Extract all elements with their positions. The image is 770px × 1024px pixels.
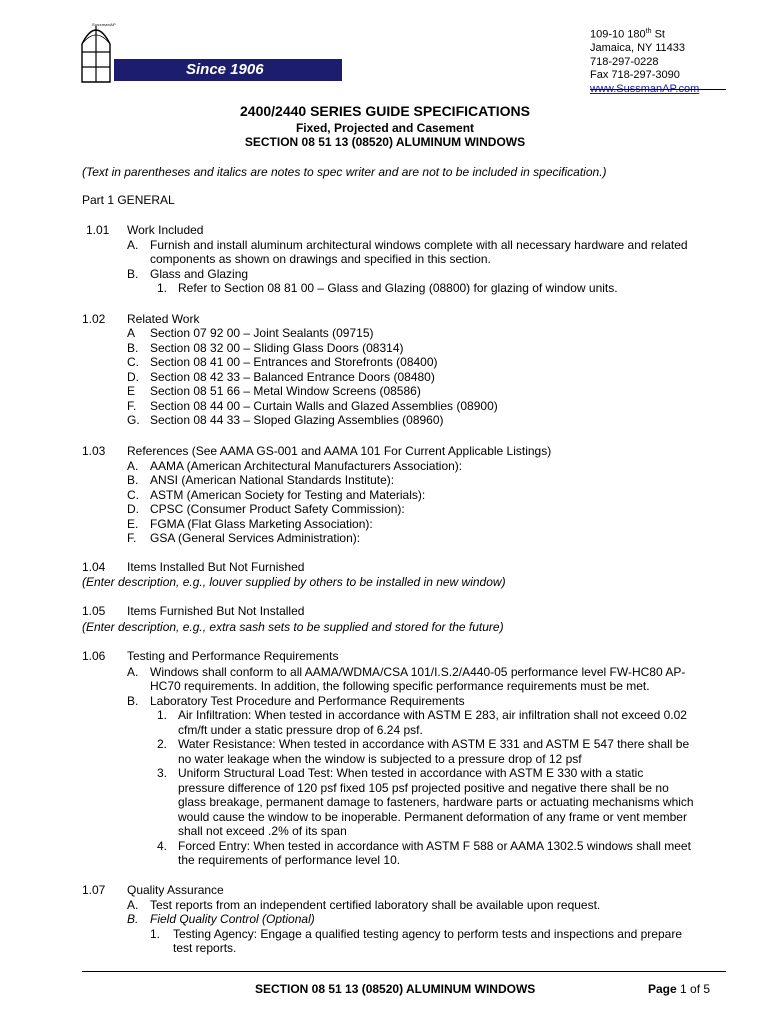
address-street: 109-10 180th St — [590, 28, 665, 41]
section-number: 1.05 — [82, 604, 106, 618]
part-heading: Part 1 GENERAL — [82, 193, 175, 207]
list-item-text: the requirements of performance level 10. — [178, 853, 401, 867]
footer-divider — [82, 971, 726, 972]
list-item-text: Laboratory Test Procedure and Performance Requirements — [150, 694, 465, 708]
list-label: 1. — [157, 281, 168, 295]
list-label: A. — [127, 665, 139, 679]
section-number: 1.07 — [82, 883, 106, 897]
section-number: 1.01 — [86, 223, 110, 237]
list-item-text: Air Infiltration: When tested in accordance with ASTM E 283, air infiltration shall not exceed 0.02 — [178, 708, 687, 722]
list-item-text: Field Quality Control (Optional) — [150, 912, 315, 926]
section-title: Items Furnished But Not Installed — [127, 604, 305, 618]
section-title: References (See AAMA GS-001 and AAMA 101 For Current Applicable Listings) — [127, 444, 552, 458]
list-label: D. — [127, 502, 139, 516]
page-number: Page 1 of 5 — [648, 982, 711, 996]
list-item-text: GSA (General Services Administration): — [150, 531, 361, 545]
list-item-text: Furnish and install aluminum architectural windows complete with all necessary hardware and related — [150, 238, 688, 252]
list-item-text: components as shown on drawings and specified in this section. — [150, 252, 491, 266]
list-item-text: Test reports from an independent certified laboratory shall be available upon request. — [150, 898, 601, 912]
list-label: B. — [127, 912, 139, 926]
list-item-text: Testing Agency: Engage a qualified testing agency to perform tests and inspections and prepare — [173, 927, 682, 941]
list-item-text: Section 08 44 00 – Curtain Walls and Glazed Assemblies (08900) — [150, 399, 498, 413]
list-item-text: FGMA (Flat Glass Marketing Association): — [150, 517, 373, 531]
company-address — [590, 25, 699, 96]
website-link[interactable]: www.SussmanAP.com — [590, 82, 700, 95]
list-item-text: test reports. — [173, 941, 237, 955]
list-label: A — [127, 326, 136, 340]
list-item-text: would cause the window to be inoperable. Permanent deformation of any frame or vent member — [178, 810, 687, 824]
list-item-text: Windows shall conform to all AAMA/WDMA/CSA 101/I.S.2/A440-05 performance level FW-HC80 AP- — [150, 665, 686, 679]
document-title: 2400/2440 SERIES GUIDE SPECIFICATIONS — [240, 103, 530, 119]
list-label: 4. — [157, 839, 168, 853]
list-item-text: glass breakage, permanent damage to fasteners, hardware parts or actuating mechanisms which — [178, 795, 694, 809]
document-section-title: SECTION 08 51 13 (08520) ALUMINUM WINDOWS — [244, 135, 526, 149]
list-item-text: no water leakage when the window is subjected to a pressure drop of 12 psf — [178, 752, 582, 766]
list-label: B. — [127, 267, 139, 281]
list-item-text: Section 08 41 00 – Entrances and Storefronts (08400) — [150, 355, 438, 369]
logo-window-icon — [80, 22, 112, 84]
list-item-text: AAMA (American Architectural Manufacturers Association): — [150, 459, 463, 473]
header-divider — [590, 89, 726, 90]
list-item-text: ASTM (American Society for Testing and Materials): — [150, 488, 426, 502]
list-label: G. — [127, 413, 140, 427]
list-item-text: Glass and Glazing — [150, 267, 249, 281]
section-number: 1.04 — [82, 560, 106, 574]
section-number: 1.06 — [82, 649, 106, 663]
section-number: 1.03 — [82, 444, 106, 458]
since-banner: Since 1906 — [114, 59, 342, 81]
list-item-text: Section 07 92 00 – Joint Sealants (09715) — [150, 326, 374, 340]
spec-writer-note: (Text in parentheses and italics are notes to spec writer and are not to be included in specification.) — [82, 165, 607, 179]
list-item-text: ANSI (American National Standards Institute): — [150, 473, 395, 487]
list-label: E. — [127, 517, 139, 531]
list-item-text: Section 08 44 33 – Sloped Glazing Assemblies (08960) — [150, 413, 444, 427]
list-label: F. — [127, 531, 137, 545]
list-label: B. — [127, 341, 139, 355]
list-label: 1. — [150, 927, 161, 941]
logo-brand-text: SussmanAP — [92, 22, 116, 27]
list-item-text: HC70 requirements. In addition, the following specific performance requirements must be met. — [150, 679, 650, 693]
list-label: A. — [127, 459, 139, 473]
document-subtitle: Fixed, Projected and Casement — [295, 121, 475, 135]
list-label: 3. — [157, 766, 168, 780]
list-item-text: cfm/ft under a static pressure drop of 6.24 psf. — [178, 723, 423, 737]
list-label: E — [127, 384, 136, 398]
section-title: Related Work — [127, 312, 200, 326]
list-item-text: pressure difference of 120 psf fixed 105 psf projected positive and negative there shall be no — [178, 781, 669, 795]
section-note: (Enter description, e.g., extra sash sets to be supplied and stored for the future) — [82, 620, 504, 634]
footer-section-title: SECTION 08 51 13 (08520) ALUMINUM WINDOWS — [255, 982, 536, 996]
list-label: A. — [127, 238, 139, 252]
list-label: C. — [127, 355, 139, 369]
address-fax: Fax 718-297-3090 — [590, 69, 680, 82]
address-city: Jamaica, NY 11433 — [590, 42, 685, 55]
section-title: Items Installed But Not Furnished — [127, 560, 305, 574]
list-item-text: Section 08 42 33 – Balanced Entrance Doors (08480) — [150, 370, 435, 384]
section-number: 1.02 — [82, 312, 106, 326]
list-label: B. — [127, 694, 139, 708]
list-item-text: shall not exceed .2% of its span — [178, 824, 347, 838]
list-label: C. — [127, 488, 139, 502]
list-label: 1. — [157, 708, 168, 722]
section-title: Quality Assurance — [127, 883, 224, 897]
section-note: (Enter description, e.g., louver supplied by others to be installed in new window) — [82, 575, 506, 589]
list-item-text: Refer to Section 08 81 00 – Glass and Glazing (08800) for glazing of window units. — [178, 281, 618, 295]
section-title: Testing and Performance Requirements — [127, 649, 339, 663]
list-label: F. — [127, 399, 137, 413]
list-item-text: Section 08 51 66 – Metal Window Screens (08586) — [150, 384, 421, 398]
address-phone: 718-297-0228 — [590, 55, 659, 68]
list-label: D. — [127, 370, 139, 384]
list-item-text: Forced Entry: When tested in accordance with ASTM F 588 or AAMA 1302.5 windows shall meet — [178, 839, 691, 853]
list-item-text: Uniform Structural Load Test: When tested in accordance with ASTM E 330 with a static — [178, 766, 644, 780]
list-label: A. — [127, 898, 139, 912]
list-item-text: CPSC (Consumer Product Safety Commission): — [150, 502, 405, 516]
section-title: Work Included — [127, 223, 204, 237]
list-item-text: Section 08 32 00 – Sliding Glass Doors (08314) — [150, 341, 404, 355]
list-item-text: Water Resistance: When tested in accordance with ASTM E 331 and ASTM E 547 there shall be — [178, 737, 690, 751]
list-label: B. — [127, 473, 139, 487]
list-label: 2. — [157, 737, 168, 751]
